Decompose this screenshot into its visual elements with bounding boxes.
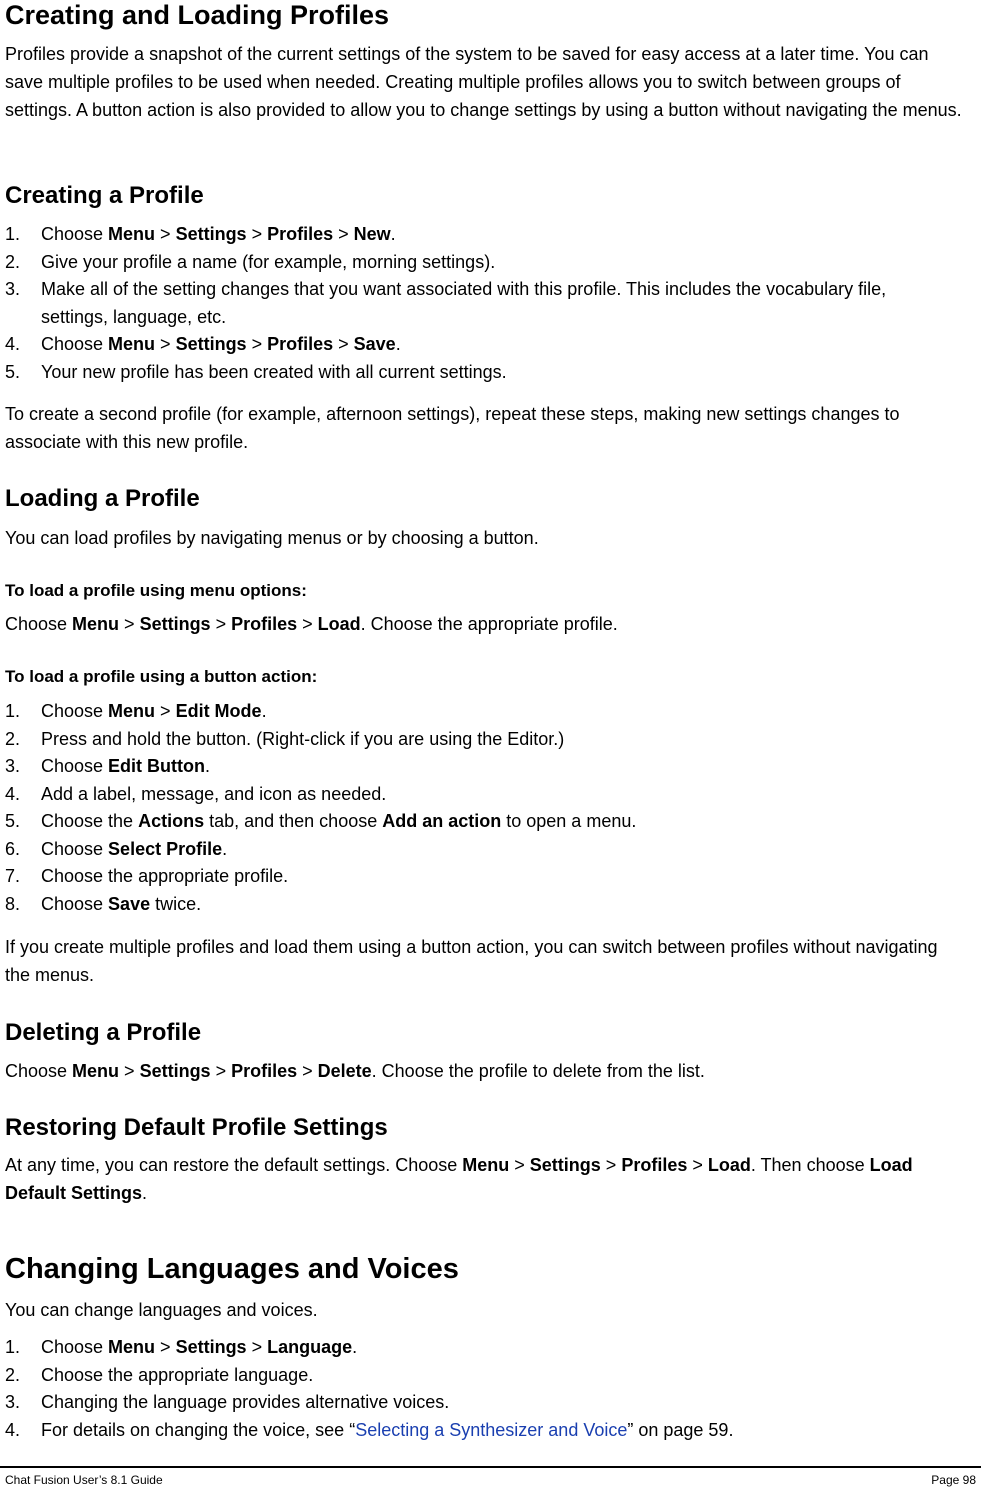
list-item: 8. Choose Save twice. — [5, 893, 202, 914]
heading-creating-profile: Creating a Profile — [5, 182, 204, 209]
list-item: 1. Choose Menu > Settings > Language. — [5, 1337, 358, 1357]
list-item: 2. Give your profile a name (for example, morning settings). — [5, 251, 496, 272]
list-item: 5. Choose the Actions tab, and then choose Add an action to open a menu. — [5, 811, 637, 831]
list-item: 3. Make all of the setting changes that you want associated with this profile. This includes the vocabulary file, settings, language, etc. — [5, 279, 887, 327]
load-menu-subheading: To load a profile using menu options: — [5, 581, 307, 600]
list-item: 3. Choose Edit Button. — [5, 756, 211, 776]
synthesizer-voice-link[interactable]: Selecting a Synthesizer and Voice — [355, 1419, 628, 1440]
footer-divider — [0, 1466, 981, 1468]
list-item: 4. Choose Menu > Settings > Profiles > Save. — [5, 334, 401, 354]
list-item: 2. Press and hold the button. (Right-click if you are using the Editor.) — [5, 728, 565, 749]
create-after-text: To create a second profile (for example, afternoon settings), repeat these steps, making new settings changes to associate with this new profile. — [5, 404, 900, 452]
language-steps — [5, 1334, 965, 1444]
load-after-text: If you create multiple profiles and load them using a button action, you can switch between profiles without navigating the menus. — [5, 937, 938, 985]
load-menu-instruction: Choose Menu > Settings > Profiles > Load. Choose the appropriate profile. — [5, 614, 618, 634]
load-button-subheading: To load a profile using a button action: — [5, 667, 318, 686]
list-item: 1. Choose Menu > Edit Mode. — [5, 701, 267, 721]
heading-loading-profile: Loading a Profile — [5, 485, 200, 512]
list-item: 1. Choose Menu > Settings > Profiles > New. — [5, 224, 396, 244]
heading-restoring-defaults: Restoring Default Profile Settings — [5, 1114, 388, 1141]
list-item: 4. Add a label, message, and icon as needed. — [5, 783, 387, 804]
load-intro: You can load profiles by navigating menus or by choosing a button. — [5, 528, 539, 548]
delete-instruction: Choose Menu > Settings > Profiles > Delete. Choose the profile to delete from the list. — [5, 1061, 705, 1081]
footer-page-number: Page 98 — [931, 1473, 976, 1487]
restore-instruction: At any time, you can restore the default settings. Choose Menu > Settings > Profiles > Load. Then choose Load Default Settings. — [5, 1155, 913, 1203]
list-item: 3. Changing the language provides alternative voices. — [5, 1392, 450, 1412]
profiles-intro: Profiles provide a snapshot of the current settings of the system to be saved for easy access at a later time. You can save multiple profiles to be used when needed. Creating multiple profiles allows you to switch between groups of settings. A button action is also provided to allow you to change settings by using a button without navigating the menus. — [5, 44, 962, 120]
languages-intro: You can change languages and voices. — [5, 1300, 318, 1320]
section-title-languages: Changing Languages and Voices — [5, 1253, 459, 1285]
list-item: 7. Choose the appropriate profile. — [5, 866, 289, 886]
create-steps — [5, 221, 965, 386]
list-item: 5. Your new profile has been created with all current settings. — [5, 361, 507, 382]
heading-deleting-profile: Deleting a Profile — [5, 1019, 202, 1046]
footer-guide-title: Chat Fusion User’s 8.1 Guide — [5, 1473, 163, 1487]
load-button-steps — [5, 698, 965, 918]
list-item: 4. For details on changing the voice, see “Selecting a Synthesizer and Voice” on page 59. — [5, 1419, 734, 1440]
list-item: 2. Choose the appropriate language. — [5, 1364, 314, 1385]
section-title-profiles: Creating and Loading Profiles — [5, 0, 390, 30]
list-item: 6. Choose Select Profile. — [5, 838, 228, 859]
